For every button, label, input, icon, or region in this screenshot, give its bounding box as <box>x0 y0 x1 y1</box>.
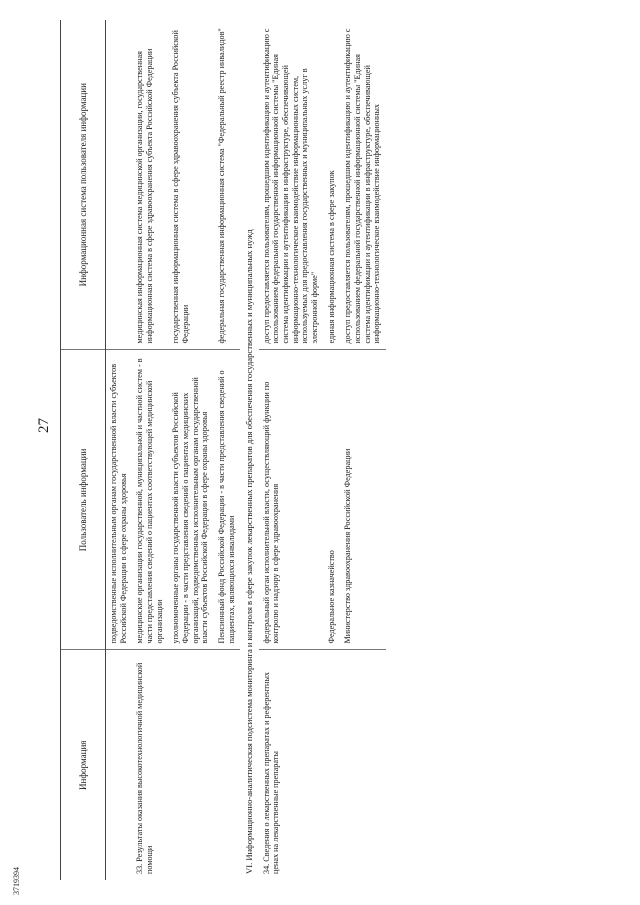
cell-information <box>214 650 240 880</box>
column-header-system: Информационная система пользователя информации <box>61 20 106 350</box>
table-row <box>259 20 324 880</box>
cell-system: государственная информационная система в сфере здравоохранения субъекта Российской Федерации <box>168 20 214 350</box>
information-table <box>60 20 386 880</box>
table-row <box>324 20 341 880</box>
cell-user: медицинские организации государственной, муниципальной и частной систем - в части представления сведений о пациентах соответствующей медицинской организации <box>132 350 168 650</box>
cell-information <box>168 650 214 880</box>
section-row <box>240 20 258 880</box>
cell-information: 33. Результаты оказания высокотехнологичной медицинской помощи <box>135 662 155 874</box>
table-row <box>168 20 214 880</box>
cell-system <box>106 20 133 350</box>
cell-system: федеральная государственная информационная система "Федеральный реестр инвалидов" <box>214 20 240 350</box>
cell-user: федеральный орган исполнительной власти, осуществляющий функции по контролю и надзору в сфере здравоохранения <box>259 350 324 650</box>
document-code: 3719394 <box>12 867 21 895</box>
cell-information <box>340 650 386 880</box>
table-header-row <box>61 20 106 880</box>
cell-user: Федеральное казначейство <box>324 350 341 650</box>
cell-system: доступ предоставляется пользователям, прошедшим идентификацию и аутентификацию с использованием федеральной государственной информационной системы "Единая система идентификации и аутентификации в инфраструктуре, обеспечивающей информационно-технологическое взаимодействие информационных систем, используемых для предоставления государственных и муниципальных услуг в электронной форме" <box>259 20 324 350</box>
column-header-information: Информация <box>61 650 106 880</box>
rotated-table-page <box>60 20 620 880</box>
table-row <box>340 20 386 880</box>
table-row <box>214 20 240 880</box>
cell-system: медицинская информационная система медицинской организации, государственная информационная система в сфере здравоохранения субъекта Российской Федерации <box>132 20 168 350</box>
page-number: 27 <box>36 418 52 433</box>
cell-user: уполномоченные органы государственной власти субъектов Российской Федерации - в части представления сведений о пациентах медицинских организаций, подведомственных исполнительным органам государственной власти субъектов Российской Федерации в сфере охраны здоровья <box>168 350 214 650</box>
cell-information <box>106 650 133 880</box>
table-row <box>132 20 168 880</box>
cell-system: единая информационная система в сфере закупок <box>324 20 341 350</box>
cell-user: Пенсионный фонд Российской Федерации - в части представления сведений о пациентах, являющихся инвалидами <box>214 350 240 650</box>
cell-user: Министерство здравоохранения Российской Федерации <box>340 350 386 650</box>
table-row <box>106 20 133 880</box>
section-heading: VI. Информационно-аналитическая подсистема мониторинга и контроля в сфере закупок лекарственных препаратов для обеспечения государственных и муниципальных нужд <box>244 229 255 874</box>
cell-user: подведомственные исполнительным органам государственной власти субъектов Российской Федерации в сфере охраны здоровья <box>106 350 133 650</box>
column-header-user: Пользователь информации <box>61 350 106 650</box>
cell-information <box>324 650 341 880</box>
cell-information: 34. Сведения о лекарственных препаратах и референтных ценах на лекарственные препараты <box>261 672 281 874</box>
cell-system: доступ предоставляется пользователям, прошедшим идентификацию и аутентификацию с использованием федеральной государственной информационной системы "Единая система идентификации и аутентификации в инфраструктуре, обеспечивающей информационно-технологическое взаимодействие информационных <box>340 20 386 350</box>
